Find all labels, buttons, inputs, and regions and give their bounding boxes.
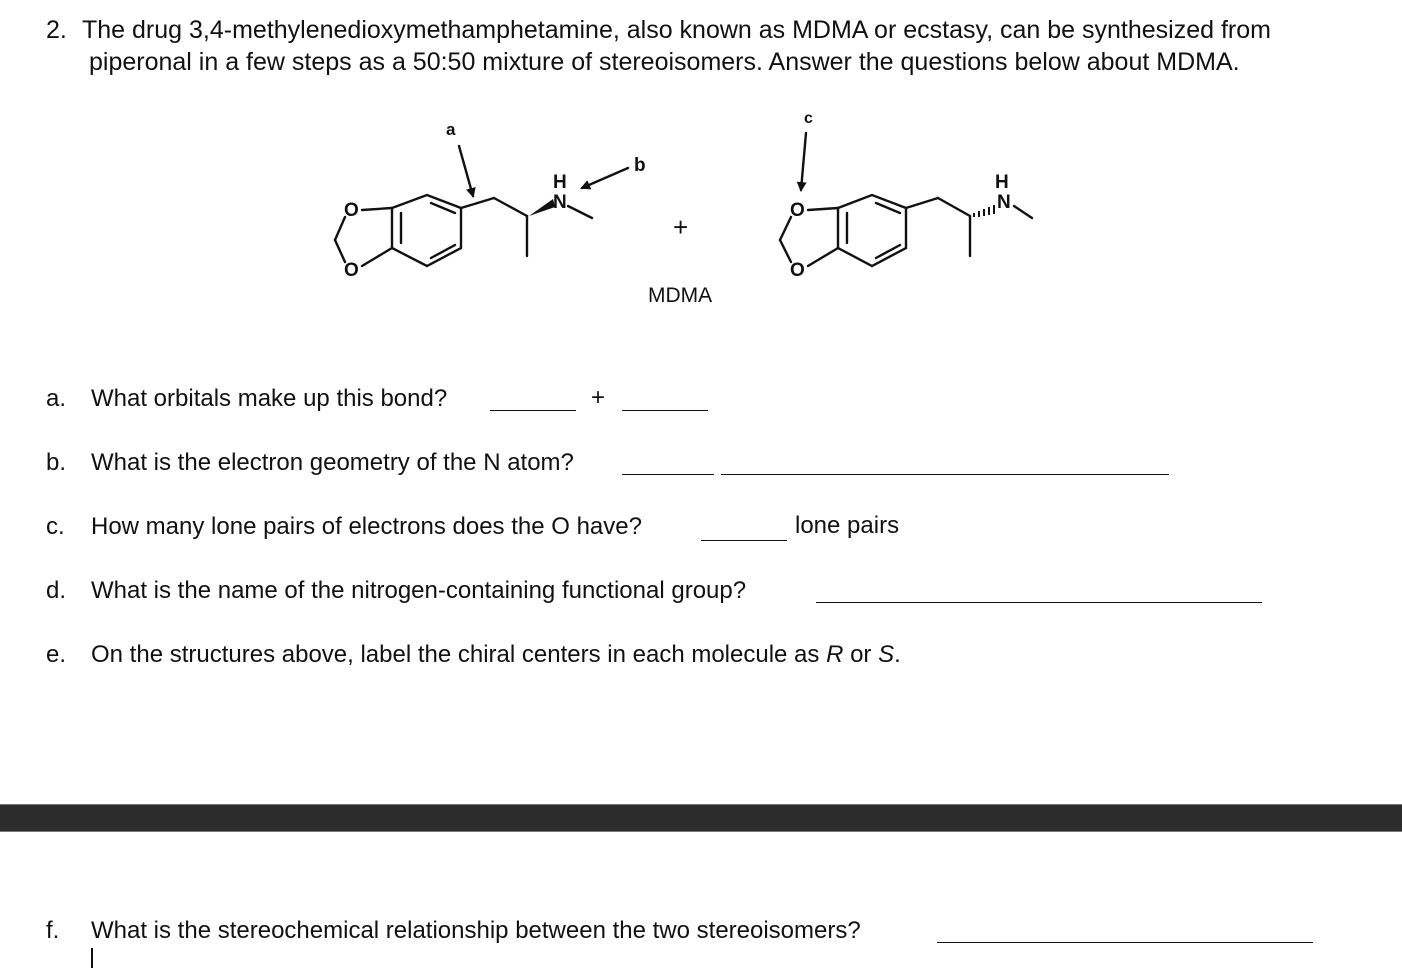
nitrogen-label: N bbox=[553, 192, 567, 213]
right-stereoisomer bbox=[780, 133, 1032, 266]
question-letter: f. bbox=[46, 917, 60, 944]
nitrogen-label: N bbox=[997, 192, 1011, 213]
oxygen-label: O bbox=[790, 200, 805, 221]
answer-blank-d[interactable] bbox=[816, 602, 1262, 603]
question-text bbox=[91, 640, 901, 670]
answer-blank-a1[interactable] bbox=[490, 410, 576, 411]
left-stereoisomer bbox=[335, 146, 628, 266]
wedge-bond bbox=[529, 199, 555, 216]
text-cursor bbox=[91, 948, 93, 968]
label-b: b bbox=[634, 155, 646, 176]
mdma-structures-figure bbox=[0, 100, 1402, 320]
question-text: What is the stereochemical relationship between the two stereoisomers? bbox=[91, 917, 861, 944]
label-c: c bbox=[804, 110, 813, 127]
hydrogen-label: H bbox=[995, 172, 1009, 193]
question-text: What orbitals make up this bond? bbox=[91, 385, 448, 412]
problem-number: 2. bbox=[46, 16, 67, 44]
question-text-part: On the structures above, label the chiral centers in each molecule as bbox=[91, 641, 827, 668]
label-a: a bbox=[446, 120, 456, 139]
question-letter: e. bbox=[46, 641, 67, 668]
answer-blank-b1[interactable] bbox=[622, 474, 714, 475]
question-letter: d. bbox=[46, 577, 67, 604]
figure-caption: MDMA bbox=[648, 284, 713, 307]
question-letter: b. bbox=[46, 449, 67, 476]
question-text: What is the electron geometry of the N atom? bbox=[91, 449, 574, 476]
plus-sign: + bbox=[673, 212, 689, 242]
question-text-part: . bbox=[894, 641, 901, 668]
oxygen-label: O bbox=[790, 260, 805, 281]
intro-line-1: The drug 3,4-methylenedioxymethamphetamine, also known as MDMA or ecstasy, can be synthesized from bbox=[82, 16, 1271, 44]
question-letter: c. bbox=[46, 513, 65, 540]
question-text: How many lone pairs of electrons does the O have? bbox=[91, 513, 642, 540]
plus-sign: + bbox=[591, 384, 606, 411]
intro-line-2: piperonal in a few steps as a 50:50 mixture of stereoisomers. Answer the questions below about MDMA. bbox=[89, 48, 1240, 76]
hashed-bond bbox=[974, 205, 994, 217]
r-label: R bbox=[826, 641, 844, 668]
hydrogen-label: H bbox=[553, 172, 567, 193]
question-letter: a. bbox=[46, 385, 67, 412]
s-label: S bbox=[878, 641, 895, 668]
answer-blank-a2[interactable] bbox=[622, 410, 708, 411]
answer-blank-b2[interactable] bbox=[721, 474, 1169, 475]
oxygen-label: O bbox=[344, 200, 359, 221]
question-text: What is the name of the nitrogen-containing functional group? bbox=[91, 577, 747, 604]
lone-pairs-suffix: lone pairs bbox=[795, 512, 900, 539]
answer-blank-f[interactable] bbox=[937, 942, 1313, 943]
answer-blank-c[interactable] bbox=[701, 540, 787, 541]
question-text-part: or bbox=[843, 641, 879, 668]
page-break-divider bbox=[0, 804, 1402, 832]
oxygen-label: O bbox=[344, 260, 359, 281]
